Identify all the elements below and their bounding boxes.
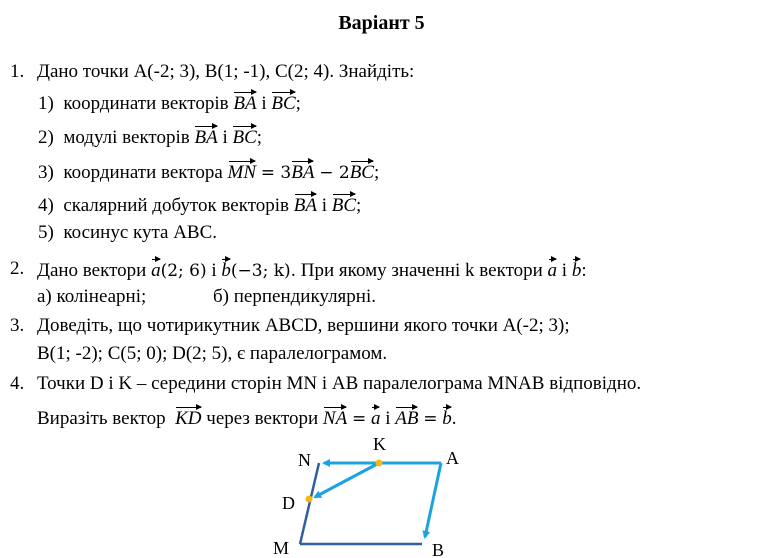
- vector-a: a: [151, 260, 161, 281]
- task1-item-5: [38, 222, 217, 244]
- task1-item-1: 1) координати векторів BA і BC;: [38, 93, 301, 114]
- item-text: скалярний добуток векторів: [63, 195, 289, 216]
- vector-ab-arrow: [425, 463, 441, 537]
- point-k: [376, 460, 383, 467]
- label-d: D: [282, 493, 295, 513]
- parallelogram-figure: [260, 430, 490, 558]
- item-text: косинус кута ABC.: [63, 222, 218, 243]
- vector-mn: MN: [227, 162, 257, 183]
- vector-bc: BC: [271, 93, 296, 114]
- vector-bc: BC: [349, 162, 374, 183]
- side-nm: [300, 463, 319, 544]
- vector-bc: BC: [331, 195, 357, 216]
- vector-na: NA: [322, 408, 348, 429]
- task1-item-4: 4) скалярний добуток векторів BA і BC;: [38, 195, 362, 216]
- label-m: M: [273, 538, 290, 558]
- vector-b: b: [571, 260, 582, 281]
- item-number: 5): [38, 222, 54, 243]
- label-b: B: [432, 540, 445, 558]
- task4-line-1: Точки D і K – середини сторін MN і AB паралелограма MNAB відповідно.: [37, 373, 642, 394]
- item-text: координати вектора: [63, 162, 223, 183]
- label-a: A: [446, 448, 459, 468]
- task1-item-3: 3) координати вектора MN = 3BA − 2BC;: [38, 162, 380, 183]
- vector-a: a: [547, 260, 558, 281]
- item-number: 1): [38, 93, 54, 114]
- vector-ba: BA: [194, 127, 218, 148]
- vector-b: b: [442, 408, 452, 429]
- label-n: N: [298, 450, 311, 470]
- item-number: 4): [38, 195, 54, 216]
- task2-number: 2.: [10, 258, 25, 279]
- vector-a: a: [370, 408, 381, 429]
- vector-ba: BA: [233, 93, 257, 114]
- vector-bc: BC: [232, 127, 257, 148]
- point-d: [306, 496, 313, 503]
- task2-option-a: а) колінеарні;: [37, 286, 147, 307]
- label-k: K: [373, 434, 386, 454]
- task1-number: 1.: [10, 61, 25, 82]
- page-title: Варіант 5: [338, 12, 425, 34]
- vector-kd: KD: [175, 408, 202, 429]
- vector-ba: BA: [291, 162, 315, 183]
- task2-statement: Дано вектори a(2; 6) і b(−3; k). При якому значенні k вектори a і b:: [37, 260, 587, 281]
- task3-number: 3.: [10, 315, 25, 336]
- vector-kd-arrow: [315, 463, 379, 497]
- task3-line-2: B(1; -2); C(5; 0); D(2; 5), є паралелограмом.: [37, 343, 388, 364]
- item-number: 2): [38, 127, 54, 148]
- task1-statement: Дано точки A(-2; 3), B(1; -1), C(2; 4). Знайдіть:: [37, 61, 415, 82]
- task4-number: 4.: [10, 373, 25, 394]
- vector-ba: BA: [293, 195, 317, 216]
- task2-option-b: б) перпендикулярні.: [213, 286, 376, 307]
- item-text: модулі векторів: [63, 127, 190, 148]
- task3-line-1: Доведіть, що чотирикутник ABCD, вершини якого точки A(-2; 3);: [37, 315, 570, 336]
- vector-ab: AB: [395, 408, 419, 429]
- task1-item-2: 2) модулі векторів BA і BC;: [38, 127, 263, 148]
- vector-b: b: [221, 260, 231, 281]
- task4-line-2: Виразіть вектор KD через вектори NA = a і AB = b.: [37, 408, 457, 429]
- item-number: 3): [38, 162, 54, 183]
- item-text: координати векторів: [63, 93, 229, 114]
